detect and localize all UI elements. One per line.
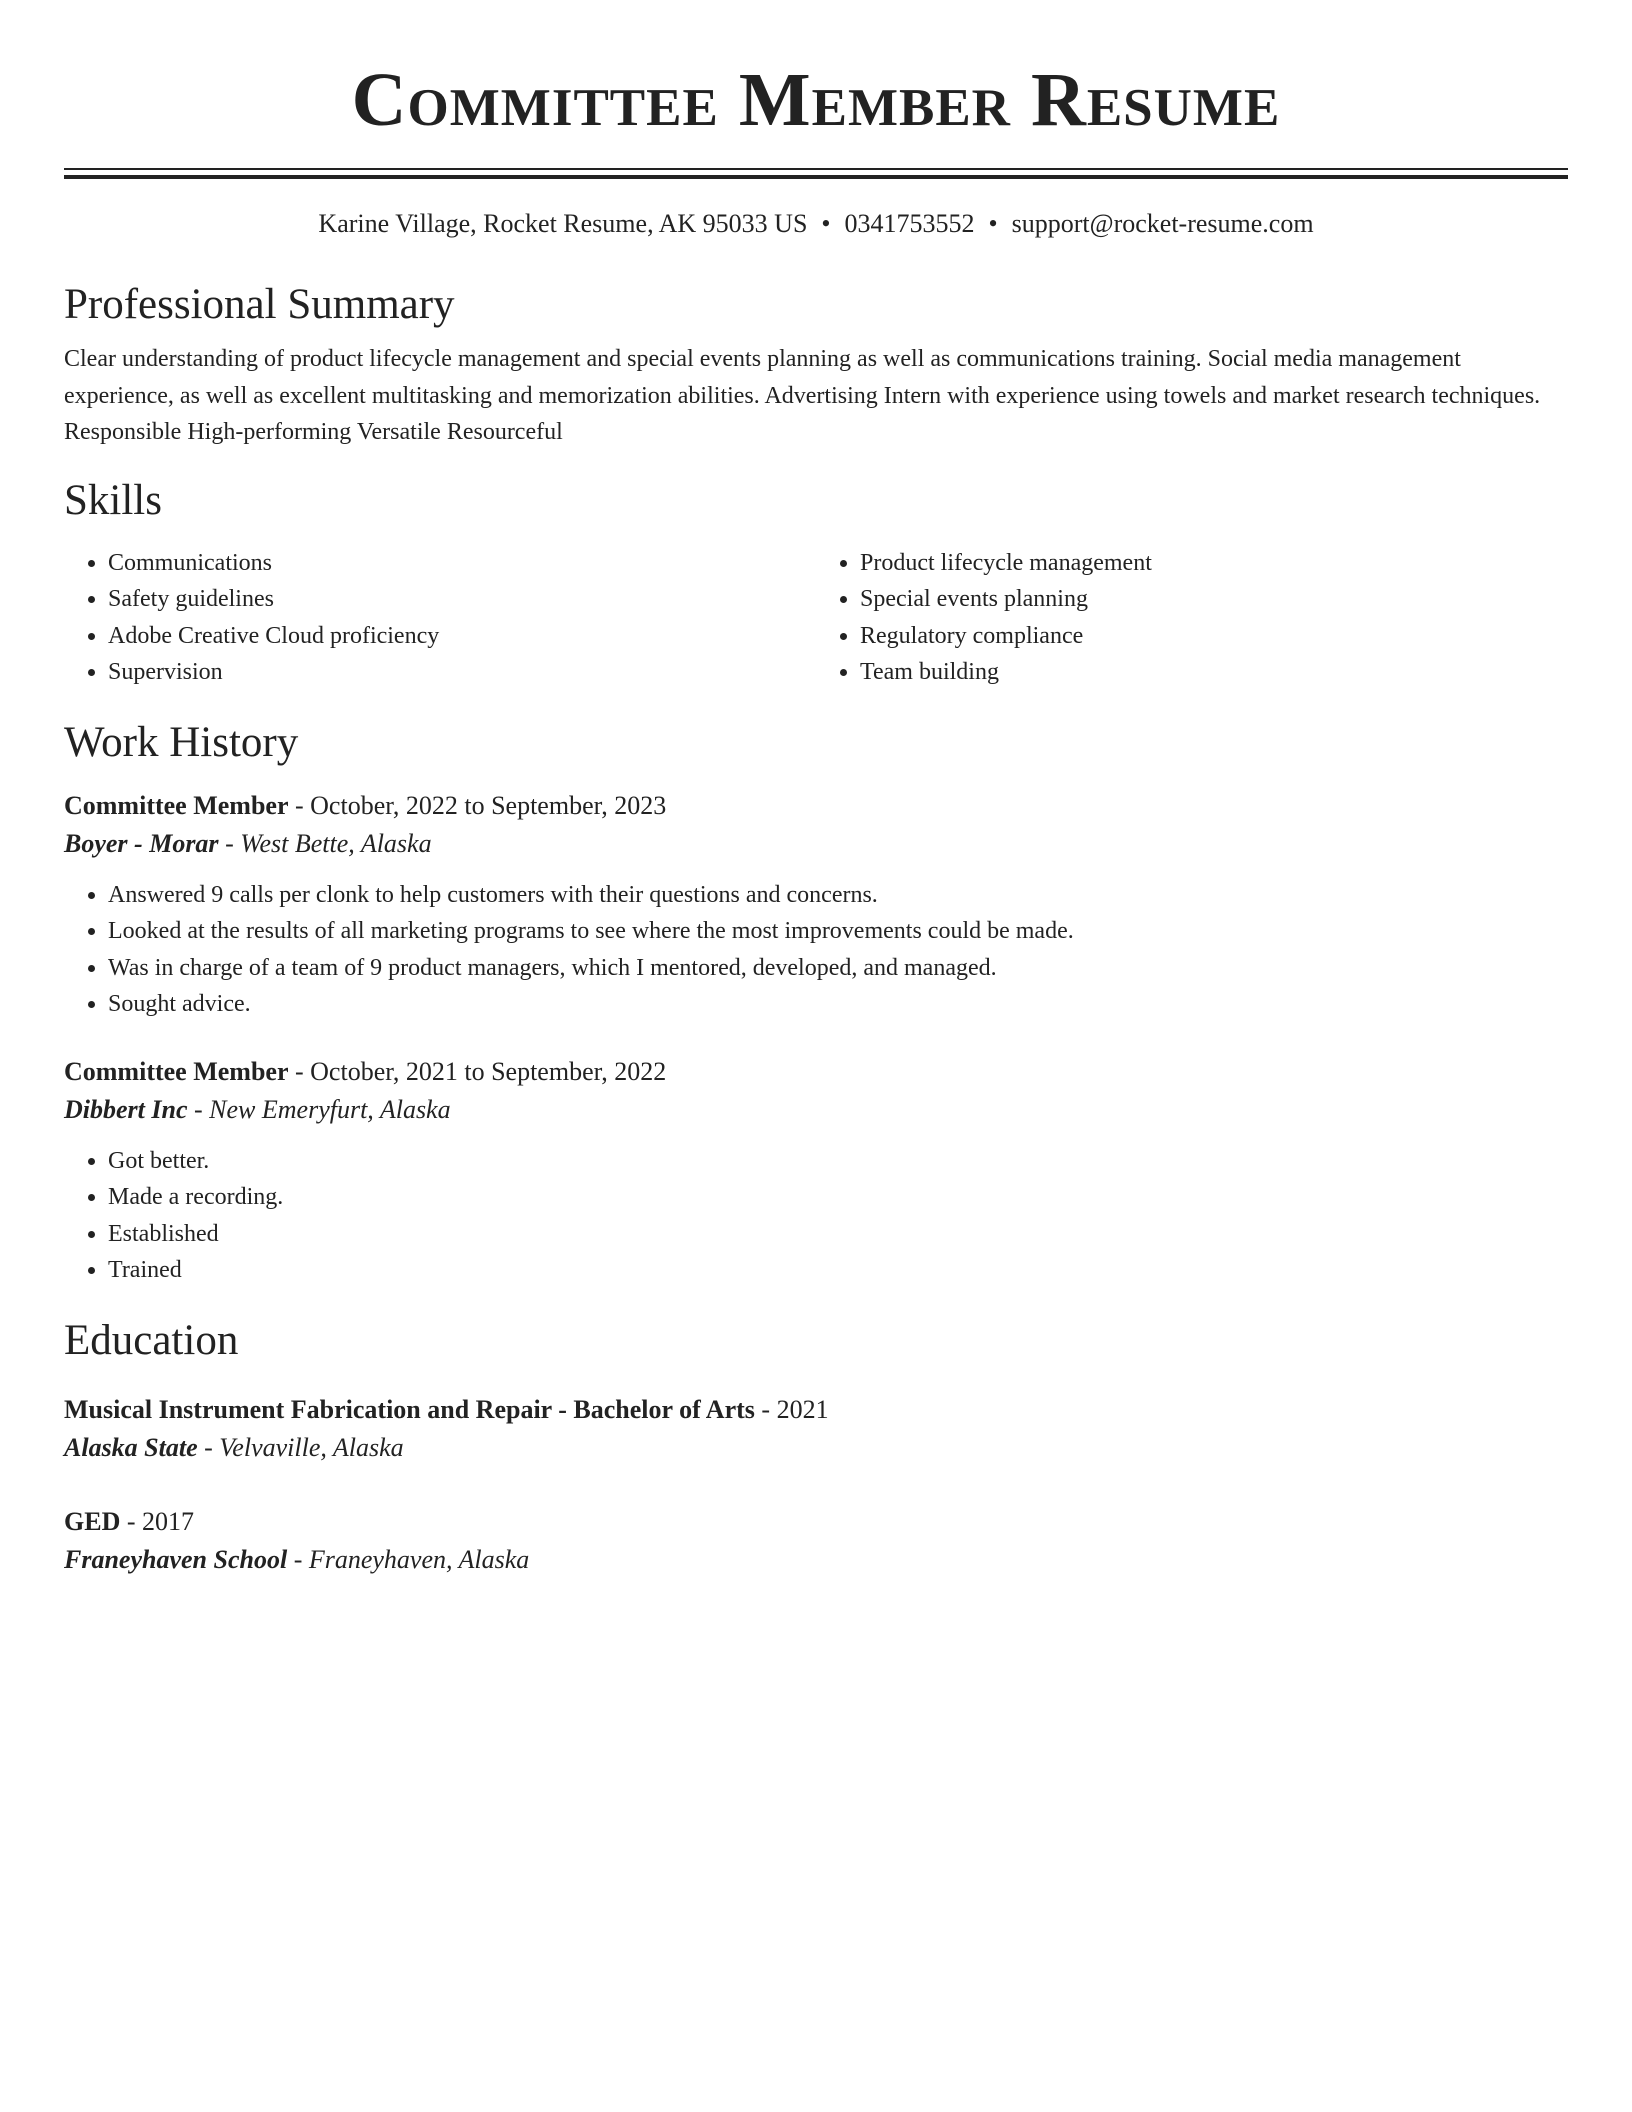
education-entry [64, 1503, 1568, 1579]
job-duty: • Got better. [108, 1143, 1568, 1180]
job-duty: • Made a recording. [108, 1179, 1568, 1216]
job-dates: - October, 2022 to September, 2023 [288, 790, 667, 820]
skill-item: • Adobe Creative Cloud proficiency [108, 618, 816, 655]
page-title: Committee Member Resume [351, 58, 1281, 142]
education-location: - Velvaville, Alaska [197, 1432, 404, 1462]
job-company: Dibbert Inc [64, 1094, 188, 1124]
education-degree: Musical Instrument Fabrication and Repair - Bachelor of Arts [64, 1394, 755, 1424]
job-title: Committee Member [64, 1056, 289, 1086]
job-dates: - October, 2021 to September, 2022 [288, 1056, 667, 1086]
education-location: - Franeyhaven, Alaska [287, 1544, 530, 1574]
contact-line [64, 207, 1568, 241]
education-degree-line [64, 1391, 1568, 1429]
job-company: Boyer - Morar [64, 828, 219, 858]
job-company-line [64, 1091, 1568, 1129]
summary-text: Clear understanding of product lifecycle management and special events planning as well as communications training. Social media management experience, as well as excellent multitasking and memorization abilities. Advertising Intern with experience using towels and market research techniques. Responsible High-performing Versatile Resourceful [64, 346, 1541, 445]
education-school-line [64, 1541, 1568, 1579]
skill-item: • Regulatory compliance [860, 618, 1568, 655]
education-degree: GED [64, 1506, 121, 1536]
contact-separator: • [821, 209, 831, 238]
job-duty: • Was in charge of a team of 9 product managers, which I mentored, developed, and managed. [108, 950, 1568, 987]
skill-item: • Safety guidelines [108, 581, 816, 618]
skills-list [64, 545, 1568, 691]
job-duties [64, 877, 1568, 1023]
job-title-line [64, 1053, 1568, 1091]
job-company-line [64, 825, 1568, 863]
skill-item: • Product lifecycle management [860, 545, 1568, 582]
education-entry [64, 1391, 1568, 1467]
job-duty: • Trained [108, 1252, 1568, 1289]
skills-column-left [64, 545, 816, 691]
work-history-heading: Work History [64, 718, 299, 766]
education-school-line [64, 1429, 1568, 1467]
job-location: - West Bette, Alaska [218, 828, 432, 858]
education-year: - 2017 [120, 1506, 195, 1536]
divider-thin-line [64, 168, 1568, 170]
skill-item: • Supervision [108, 654, 816, 691]
job-title-line [64, 787, 1568, 825]
job-location: - New Emeryfurt, Alaska [187, 1094, 451, 1124]
job-duty: • Sought advice. [108, 986, 1568, 1023]
skill-item: • Special events planning [860, 581, 1568, 618]
skill-item: • Communications [108, 545, 816, 582]
job-entry [64, 1053, 1568, 1289]
job-title: Committee Member [64, 790, 289, 820]
education-degree-line [64, 1503, 1568, 1541]
skill-item: • Team building [860, 654, 1568, 691]
education-school: Franeyhaven School [64, 1544, 288, 1574]
resume-page [64, 0, 1568, 1579]
job-duty: • Looked at the results of all marketing programs to see where the most improvements could be made. [108, 913, 1568, 950]
contact-phone: 0341753552 [844, 209, 975, 238]
divider-thick-line [64, 175, 1568, 179]
job-duties [64, 1143, 1568, 1289]
job-duty: • Answered 9 calls per clonk to help customers with their questions and concerns. [108, 877, 1568, 914]
summary-heading: Professional Summary [64, 281, 455, 328]
skills-column-right [816, 545, 1568, 691]
contact-email: support@rocket-resume.com [1011, 209, 1314, 238]
education-year: - 2021 [754, 1394, 829, 1424]
education-heading: Education [64, 1316, 239, 1364]
header-divider [64, 168, 1568, 179]
job-entry [64, 787, 1568, 1023]
education-school: Alaska State [64, 1432, 198, 1462]
contact-address: Karine Village, Rocket Resume, AK 95033 US [318, 209, 808, 238]
skills-heading: Skills [64, 476, 162, 524]
job-duty: • Established [108, 1216, 1568, 1253]
contact-separator: • [988, 209, 998, 238]
